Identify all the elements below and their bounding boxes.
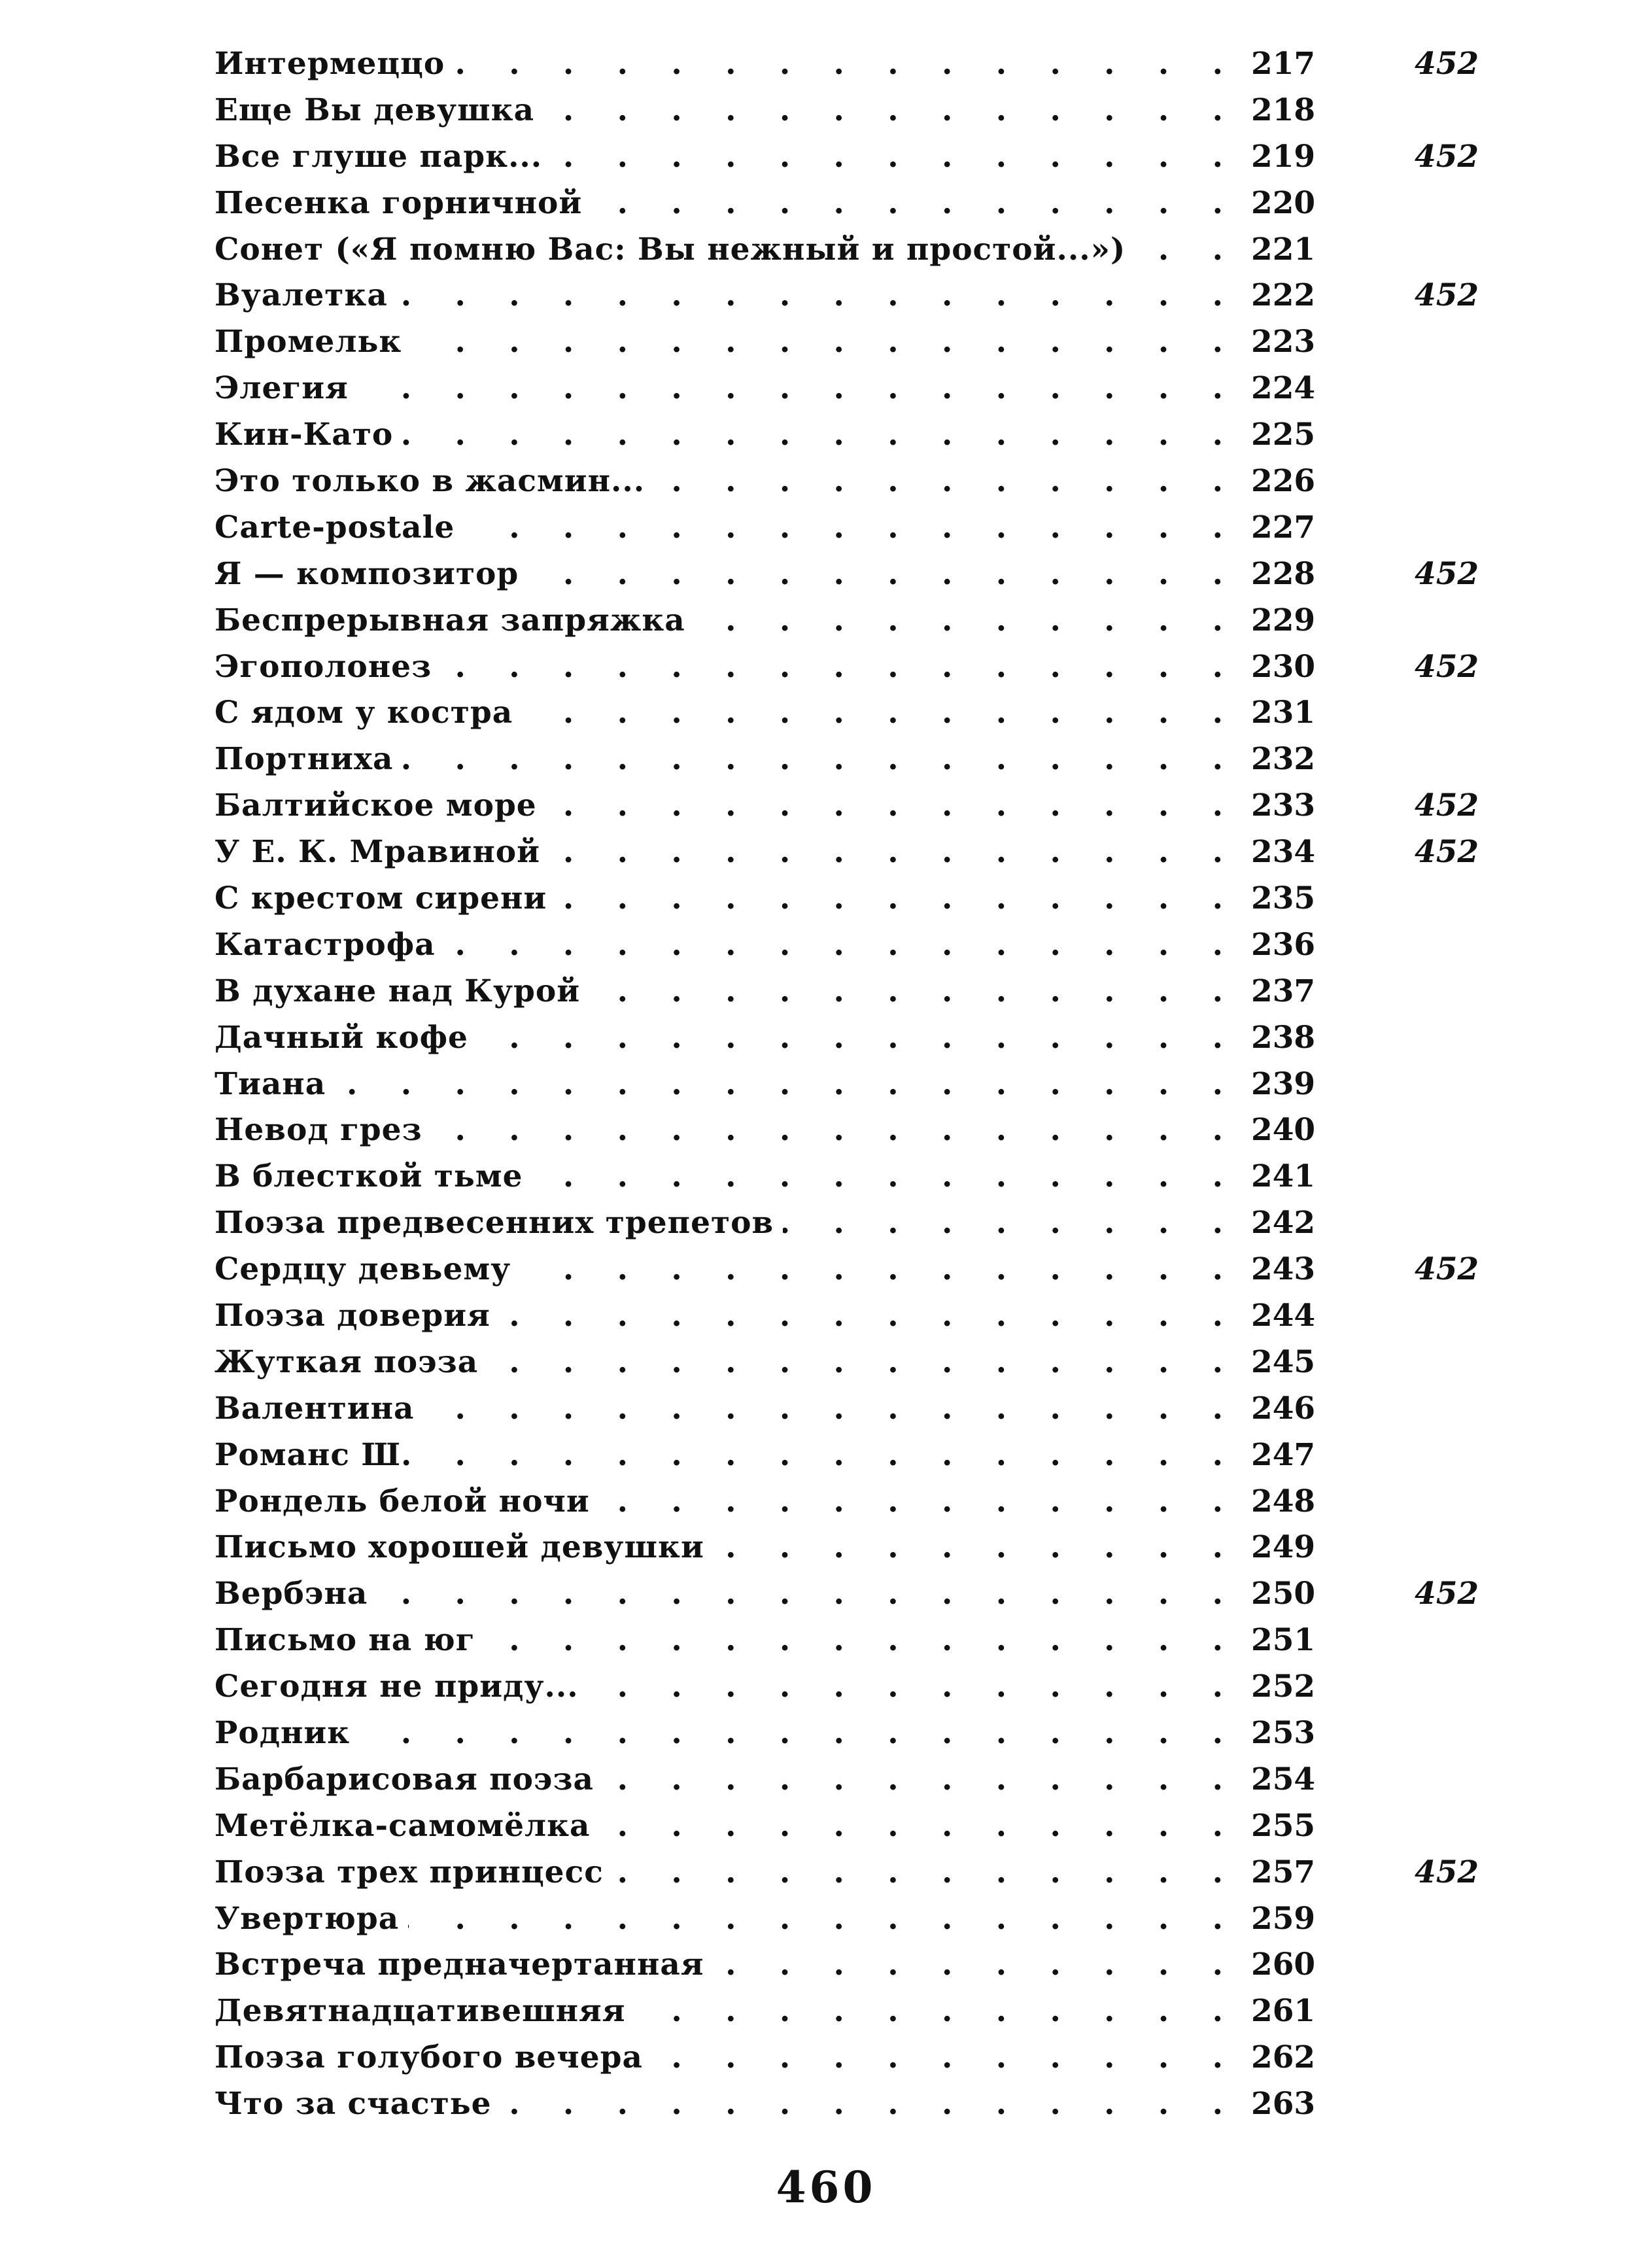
toc-entry — [215, 1942, 1483, 1988]
entry-page: 232 — [1251, 741, 1316, 778]
toc-entry — [215, 875, 1483, 922]
entry-title: Письмо на юг — [215, 1622, 475, 1659]
toc-entry — [215, 1803, 1483, 1849]
entry-page: 241 — [1251, 1158, 1316, 1195]
entry-page: 234 — [1251, 834, 1316, 871]
dot-leader — [600, 1808, 1239, 1844]
entry-title: Промельк — [215, 324, 402, 360]
toc-entry — [215, 1246, 1483, 1292]
entry-title: Балтийское море — [215, 788, 537, 824]
toc-entry — [215, 1849, 1483, 1896]
entry-title: Поэза предвесенних трепетов — [215, 1205, 774, 1241]
entry-title: Поэза трех принцесс — [215, 1854, 604, 1890]
entry-title: С ядом у костра — [215, 695, 513, 731]
entry-page: 249 — [1251, 1529, 1316, 1566]
entry-title: Рондель белой ночи — [215, 1483, 590, 1519]
toc-entry — [215, 41, 1483, 87]
dot-leader — [1135, 232, 1239, 268]
entry-title: Тиана — [215, 1065, 326, 1102]
entry-page: 245 — [1251, 1343, 1316, 1380]
entry-page: 250 — [1251, 1576, 1316, 1612]
dot-leader — [358, 370, 1239, 406]
toc-entry — [215, 1617, 1483, 1663]
entry-title: Портниха — [215, 741, 394, 778]
entry-title: Эгополонез — [215, 648, 432, 685]
entry-page: 244 — [1251, 1297, 1316, 1334]
entry-page: 262 — [1251, 2039, 1316, 2076]
entry-note-page: 452 — [1415, 788, 1479, 824]
dot-leader — [551, 139, 1239, 175]
entry-page: 225 — [1251, 417, 1316, 453]
dot-leader — [714, 1529, 1239, 1565]
entry-page: 228 — [1251, 555, 1316, 592]
entry-title: Carte-postale — [215, 509, 455, 546]
dot-leader — [501, 2086, 1239, 2122]
toc-entry — [215, 1200, 1483, 1246]
entry-title: Поэза доверия — [215, 1297, 490, 1334]
dot-leader — [421, 1437, 1239, 1473]
toc-entry — [215, 782, 1483, 829]
toc-entry — [215, 1710, 1483, 1756]
entry-title: У Е. К. Мравиной — [215, 834, 541, 871]
entry-page: 239 — [1251, 1065, 1316, 1102]
dot-leader — [408, 1901, 1239, 1937]
toc-entry — [215, 319, 1483, 365]
toc-entry — [215, 2081, 1483, 2127]
entry-page: 243 — [1251, 1251, 1316, 1288]
dot-leader — [411, 324, 1239, 360]
dot-leader — [546, 788, 1239, 823]
toc-entry — [215, 87, 1483, 133]
dot-leader — [485, 1622, 1239, 1658]
entry-title: Все глуше парк... — [215, 138, 543, 175]
entry-page: 248 — [1251, 1483, 1316, 1519]
entry-page: 253 — [1251, 1715, 1316, 1751]
dot-leader — [432, 1112, 1239, 1148]
dot-leader — [402, 741, 1239, 777]
entry-page: 219 — [1251, 138, 1316, 175]
entry-title: Девятнадцативешняя — [215, 1993, 626, 2030]
toc-entry — [215, 2034, 1483, 2081]
entry-title: Барбарисовая поэза — [215, 1761, 594, 1797]
entry-title: Дачный кофе — [215, 1019, 468, 1056]
entry-title: Катастрофа — [215, 926, 436, 963]
dot-leader — [520, 1251, 1239, 1287]
entry-title: Романс Ш. — [215, 1436, 413, 1473]
entry-page: 236 — [1251, 926, 1316, 963]
toc-entry — [215, 922, 1483, 968]
entry-title: Сонет («Я помню Вас: Вы нежный и простой...») — [215, 231, 1126, 268]
entry-title: Сердцу девьему — [215, 1251, 511, 1288]
toc-entry — [215, 1153, 1483, 1200]
entry-page: 223 — [1251, 324, 1316, 360]
toc-entry — [215, 644, 1483, 690]
dot-leader — [783, 1205, 1239, 1241]
dot-leader — [423, 1391, 1239, 1427]
toc-entry — [215, 736, 1483, 782]
dot-leader — [532, 1158, 1239, 1194]
toc-entry — [215, 1339, 1483, 1385]
entry-title: Увертюра — [215, 1900, 400, 1937]
entry-page: 255 — [1251, 1807, 1316, 1844]
toc-entry — [215, 1385, 1483, 1432]
dot-leader — [500, 1298, 1239, 1334]
entry-page: 237 — [1251, 973, 1316, 1009]
entry-title: Сегодня не приду... — [215, 1669, 579, 1705]
entry-page: 263 — [1251, 2086, 1316, 2122]
entry-page: 242 — [1251, 1205, 1316, 1241]
dot-leader — [714, 1947, 1239, 1983]
entry-page: 247 — [1251, 1436, 1316, 1473]
entry-page: 246 — [1251, 1390, 1316, 1427]
dot-leader — [359, 1715, 1239, 1751]
entry-page: 221 — [1251, 231, 1316, 268]
dot-leader — [335, 1066, 1239, 1102]
entry-title: Кин-Като — [215, 417, 394, 453]
dot-leader — [528, 556, 1239, 592]
entry-title: Вербэна — [215, 1576, 368, 1612]
entry-title: Еще Вы девушка — [215, 92, 535, 128]
entry-page: 230 — [1251, 648, 1316, 685]
entry-page: 257 — [1251, 1854, 1316, 1890]
toc-entry — [215, 458, 1483, 504]
toc-entry — [215, 1756, 1483, 1803]
dot-leader — [377, 1576, 1239, 1612]
entry-note-page: 452 — [1415, 138, 1479, 175]
dot-leader — [556, 880, 1239, 916]
dot-leader — [591, 185, 1239, 221]
toc-entry — [215, 1570, 1483, 1617]
entry-title: Метёлка-самомёлка — [215, 1807, 591, 1844]
entry-title: Элегия — [215, 370, 349, 407]
toc-entry — [215, 1061, 1483, 1107]
toc-entry — [215, 1525, 1483, 1571]
toc-entry — [215, 133, 1483, 180]
dot-leader — [588, 1669, 1239, 1705]
dot-leader — [397, 277, 1239, 313]
entry-page: 254 — [1251, 1761, 1316, 1797]
entry-page: 227 — [1251, 509, 1316, 546]
entry-title: Встреча предначертанная — [215, 1947, 704, 1983]
toc-entry — [215, 1478, 1483, 1525]
entry-title: Беспрерывная запряжка — [215, 602, 685, 638]
toc-entry — [215, 1988, 1483, 2034]
entry-title: Невод грез — [215, 1112, 422, 1149]
entry-page: 220 — [1251, 184, 1316, 221]
entry-title: Родник — [215, 1715, 351, 1751]
dot-leader — [634, 1993, 1239, 2029]
dot-leader — [652, 2039, 1239, 2075]
toc-entry — [215, 689, 1483, 736]
entry-page: 217 — [1251, 45, 1316, 82]
entry-title: Валентина — [215, 1390, 415, 1427]
toc-entry — [215, 272, 1483, 319]
entry-title: С крестом сирени — [215, 880, 547, 916]
entry-page: 238 — [1251, 1019, 1316, 1056]
dot-leader — [454, 46, 1239, 82]
entry-page: 218 — [1251, 92, 1316, 128]
entry-page: 224 — [1251, 370, 1316, 407]
dot-leader — [543, 92, 1239, 128]
page-number: 460 — [776, 2162, 876, 2213]
toc-entry — [215, 1107, 1483, 1153]
dot-leader — [695, 602, 1239, 638]
entry-title: Поэза голубого вечера — [215, 2039, 643, 2076]
entry-title: Жуткая поэза — [215, 1343, 479, 1380]
entry-note-page: 452 — [1415, 277, 1479, 314]
entry-page: 226 — [1251, 462, 1316, 499]
entry-page: 251 — [1251, 1622, 1316, 1659]
entry-title: В духане над Курой — [215, 973, 581, 1009]
toc-entry — [215, 365, 1483, 411]
entry-page: 261 — [1251, 1993, 1316, 2030]
toc-entry — [215, 968, 1483, 1014]
toc-entry — [215, 226, 1483, 273]
dot-leader — [441, 649, 1239, 685]
dot-leader — [599, 1483, 1239, 1519]
toc-entry — [215, 1663, 1483, 1710]
toc-entry — [215, 829, 1483, 875]
entry-page: 229 — [1251, 602, 1316, 638]
toc-entry — [215, 180, 1483, 226]
entry-page: 240 — [1251, 1112, 1316, 1149]
toc-entry — [215, 597, 1483, 644]
dot-leader — [477, 1020, 1239, 1056]
entry-note-page: 452 — [1415, 555, 1479, 592]
dot-leader — [402, 417, 1239, 453]
entry-note-page: 452 — [1415, 1251, 1479, 1288]
entry-note-page: 452 — [1415, 45, 1479, 82]
entry-page: 231 — [1251, 695, 1316, 731]
entry-note-page: 452 — [1415, 648, 1479, 685]
dot-leader — [603, 1761, 1239, 1797]
entry-title: Вуалетка — [215, 277, 388, 314]
entry-title: Письмо хорошей девушки — [215, 1529, 704, 1566]
toc-entry — [215, 1432, 1483, 1478]
entry-title: Интермеццо — [215, 45, 445, 82]
dot-leader — [549, 834, 1239, 870]
entry-page: 222 — [1251, 277, 1316, 314]
toc-entry — [215, 1292, 1483, 1339]
entry-title: Я — композитор — [215, 555, 519, 592]
dot-leader — [654, 463, 1239, 499]
entry-title: Что за счастье — [215, 2086, 492, 2122]
entry-page: 233 — [1251, 788, 1316, 824]
entry-title: В блесткой тьме — [215, 1158, 523, 1195]
toc-entry — [215, 504, 1483, 551]
entry-note-page: 452 — [1415, 834, 1479, 871]
entry-note-page: 452 — [1415, 1576, 1479, 1612]
dot-leader — [613, 1854, 1239, 1890]
entry-note-page: 452 — [1415, 1854, 1479, 1890]
entry-page: 259 — [1251, 1900, 1316, 1937]
dot-leader — [464, 510, 1239, 546]
dot-leader — [445, 927, 1239, 963]
dot-leader — [589, 973, 1239, 1009]
entry-page: 235 — [1251, 880, 1316, 916]
entry-title: Песенка горничной — [215, 184, 583, 221]
toc-entry — [215, 411, 1483, 458]
toc-entry — [215, 551, 1483, 597]
toc-entry — [215, 1896, 1483, 1942]
dot-leader — [487, 1344, 1239, 1380]
entry-page: 252 — [1251, 1669, 1316, 1705]
toc-entry — [215, 1014, 1483, 1061]
dot-leader — [522, 695, 1239, 731]
entry-title: Это только в жасмин... — [215, 462, 645, 499]
entry-page: 260 — [1251, 1947, 1316, 1983]
table-of-contents — [215, 41, 1483, 2127]
